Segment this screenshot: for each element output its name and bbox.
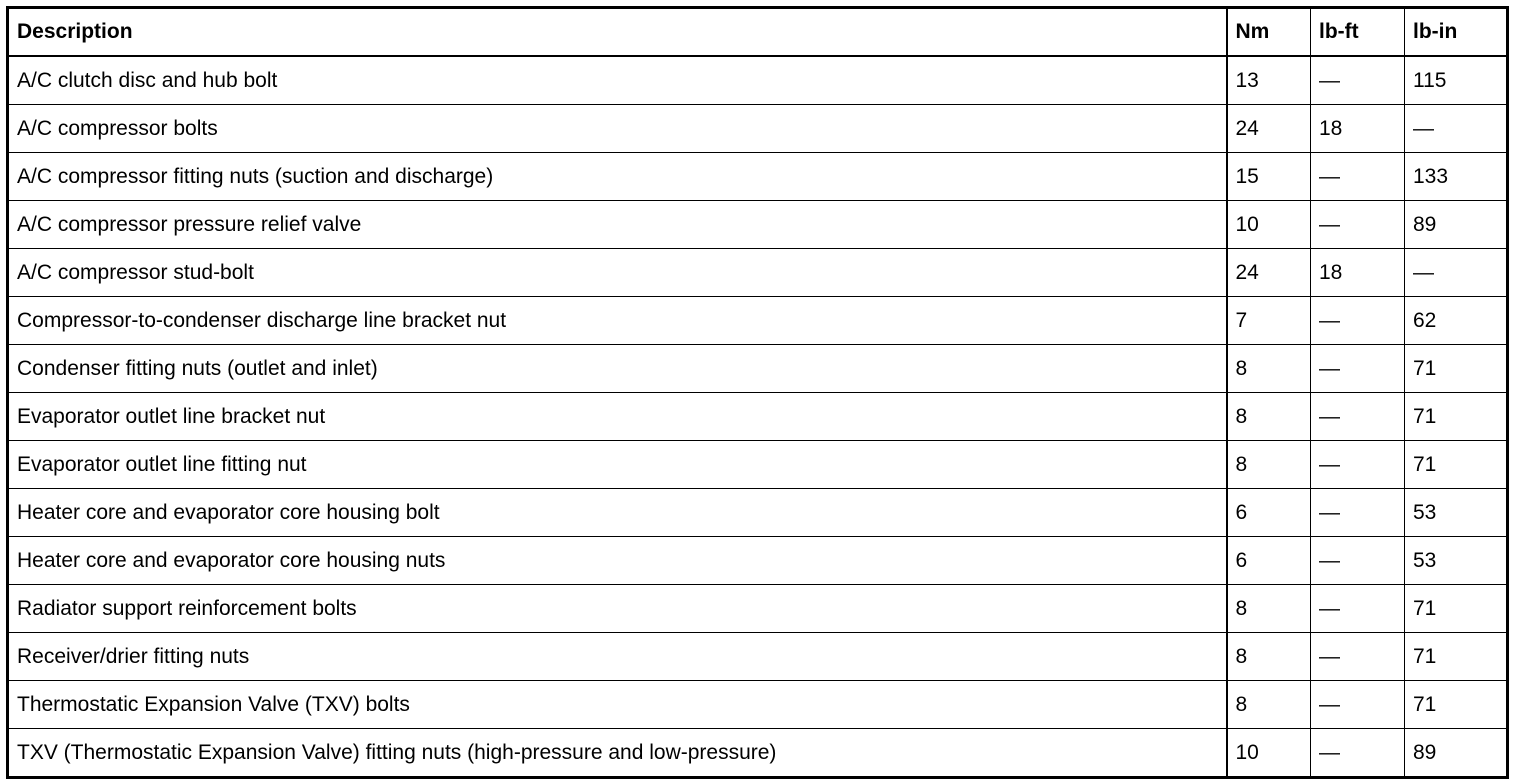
column-header-lbft: lb-ft (1311, 8, 1405, 57)
cell-lbft: — (1311, 633, 1405, 681)
cell-lbft: — (1311, 537, 1405, 585)
cell-lbin: — (1405, 105, 1508, 153)
table-row (8, 633, 1508, 681)
cell-lbft: — (1311, 153, 1405, 201)
cell-lbin: 53 (1405, 537, 1508, 585)
table-row (8, 489, 1508, 537)
cell-nm: 8 (1227, 393, 1311, 441)
cell-description: A/C compressor stud-bolt (8, 249, 1227, 297)
cell-lbin: 133 (1405, 153, 1508, 201)
table-row (8, 729, 1508, 778)
cell-description: Compressor-to-condenser discharge line bracket nut (8, 297, 1227, 345)
cell-description: Heater core and evaporator core housing bolt (8, 489, 1227, 537)
cell-nm: 10 (1227, 201, 1311, 249)
cell-nm: 10 (1227, 729, 1311, 778)
cell-description: Radiator support reinforcement bolts (8, 585, 1227, 633)
cell-lbft: 18 (1311, 105, 1405, 153)
column-header-description: Description (8, 8, 1227, 57)
cell-description: Evaporator outlet line bracket nut (8, 393, 1227, 441)
cell-description: A/C compressor fitting nuts (suction and discharge) (8, 153, 1227, 201)
cell-description: A/C compressor bolts (8, 105, 1227, 153)
cell-description: Receiver/drier fitting nuts (8, 633, 1227, 681)
table-header-row (8, 8, 1508, 57)
table-row (8, 537, 1508, 585)
cell-description: A/C compressor pressure relief valve (8, 201, 1227, 249)
cell-nm: 7 (1227, 297, 1311, 345)
cell-lbft: — (1311, 201, 1405, 249)
table-row (8, 393, 1508, 441)
cell-lbft: 18 (1311, 249, 1405, 297)
cell-nm: 13 (1227, 56, 1311, 105)
table-row (8, 681, 1508, 729)
cell-nm: 6 (1227, 489, 1311, 537)
cell-description: Thermostatic Expansion Valve (TXV) bolts (8, 681, 1227, 729)
cell-lbin: 71 (1405, 345, 1508, 393)
table-row (8, 56, 1508, 105)
cell-description: Evaporator outlet line fitting nut (8, 441, 1227, 489)
torque-spec-table (6, 6, 1509, 779)
cell-lbft: — (1311, 681, 1405, 729)
table-row (8, 105, 1508, 153)
cell-lbft: — (1311, 345, 1405, 393)
cell-lbft: — (1311, 729, 1405, 778)
cell-lbin: 89 (1405, 729, 1508, 778)
cell-lbin: 89 (1405, 201, 1508, 249)
cell-nm: 8 (1227, 585, 1311, 633)
cell-nm: 24 (1227, 249, 1311, 297)
cell-nm: 8 (1227, 345, 1311, 393)
cell-lbin: — (1405, 249, 1508, 297)
cell-lbft: — (1311, 585, 1405, 633)
cell-description: TXV (Thermostatic Expansion Valve) fitting nuts (high-pressure and low-pressure) (8, 729, 1227, 778)
column-header-nm: Nm (1227, 8, 1311, 57)
cell-lbin: 71 (1405, 585, 1508, 633)
table-row (8, 585, 1508, 633)
table-row (8, 441, 1508, 489)
torque-spec-sheet (6, 6, 1509, 779)
cell-lbin: 71 (1405, 441, 1508, 489)
cell-lbft: — (1311, 489, 1405, 537)
cell-lbin: 71 (1405, 633, 1508, 681)
table-row (8, 201, 1508, 249)
cell-nm: 8 (1227, 681, 1311, 729)
cell-lbin: 71 (1405, 393, 1508, 441)
cell-lbft: — (1311, 441, 1405, 489)
cell-nm: 8 (1227, 633, 1311, 681)
cell-lbft: — (1311, 393, 1405, 441)
table-row (8, 249, 1508, 297)
cell-lbin: 115 (1405, 56, 1508, 105)
cell-lbin: 53 (1405, 489, 1508, 537)
cell-nm: 8 (1227, 441, 1311, 489)
cell-nm: 15 (1227, 153, 1311, 201)
cell-nm: 24 (1227, 105, 1311, 153)
cell-nm: 6 (1227, 537, 1311, 585)
cell-description: Heater core and evaporator core housing nuts (8, 537, 1227, 585)
table-body (8, 56, 1508, 778)
table-row (8, 345, 1508, 393)
cell-description: A/C clutch disc and hub bolt (8, 56, 1227, 105)
column-header-lbin: lb-in (1405, 8, 1508, 57)
table-row (8, 153, 1508, 201)
cell-lbin: 62 (1405, 297, 1508, 345)
cell-lbin: 71 (1405, 681, 1508, 729)
table-row (8, 297, 1508, 345)
cell-lbft: — (1311, 297, 1405, 345)
cell-description: Condenser fitting nuts (outlet and inlet) (8, 345, 1227, 393)
cell-lbft: — (1311, 56, 1405, 105)
